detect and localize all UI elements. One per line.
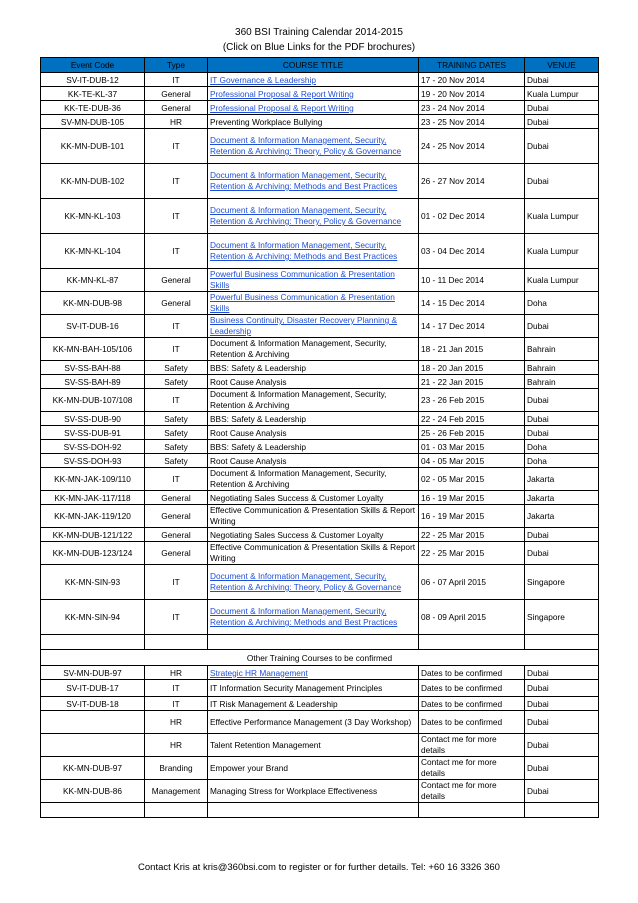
- training-dates-cell: 25 - 26 Feb 2015: [419, 426, 525, 440]
- contact-footer: Contact Kris at kris@360bsi.com to register or for further details. Tel: +60 16 3326 360: [138, 862, 500, 873]
- course-title-cell: [208, 101, 419, 115]
- venue-cell: Dubai: [525, 115, 599, 129]
- type-cell: General: [145, 292, 208, 315]
- event-code-cell: KK-MN-JAK-119/120: [41, 505, 145, 528]
- event-code-cell: KK-MN-DUB-102: [41, 164, 145, 199]
- event-code-cell: KK-MN-KL-103: [41, 199, 145, 234]
- type-cell: IT: [145, 389, 208, 412]
- training-dates-cell: 14 - 17 Dec 2014: [419, 315, 525, 338]
- type-cell: IT: [145, 565, 208, 600]
- table-row: [41, 87, 599, 101]
- event-code-cell: SV-MN-DUB-105: [41, 115, 145, 129]
- event-code-cell: [41, 734, 145, 757]
- type-cell: General: [145, 87, 208, 101]
- course-brochure-link[interactable]: Strategic HR Management: [210, 667, 308, 678]
- course-title-cell: [208, 87, 419, 101]
- event-code-cell: KK-MN-DUB-121/122: [41, 528, 145, 542]
- training-dates-cell: 01 - 03 Mar 2015: [419, 440, 525, 454]
- venue-cell: Jakarta: [525, 491, 599, 505]
- course-title-cell: Preventing Workplace Bullying: [208, 115, 419, 129]
- blank-cell: [41, 635, 145, 650]
- table-row: [41, 454, 599, 468]
- type-cell: HR: [145, 711, 208, 734]
- event-code-cell: SV-IT-DUB-16: [41, 315, 145, 338]
- course-title-cell: IT Risk Management & Leadership: [208, 697, 419, 711]
- event-code-cell: SV-IT-DUB-12: [41, 73, 145, 87]
- blank-cell: [525, 635, 599, 650]
- type-cell: IT: [145, 164, 208, 199]
- section-header-row: [41, 650, 599, 666]
- training-dates-cell: 16 - 19 Mar 2015: [419, 505, 525, 528]
- table-row: [41, 389, 599, 412]
- type-cell: IT: [145, 468, 208, 491]
- training-dates-cell: 04 - 05 Mar 2015: [419, 454, 525, 468]
- training-dates-cell: 22 - 25 Mar 2015: [419, 528, 525, 542]
- table-row: [41, 565, 599, 600]
- course-brochure-link[interactable]: Document & Information Management, Security, Retention & Archiving: Methods and Best Practices: [210, 240, 398, 261]
- table-row: [41, 315, 599, 338]
- blank-cell: [145, 635, 208, 650]
- table-row: [41, 269, 599, 292]
- training-dates-cell: Dates to be confirmed: [419, 711, 525, 734]
- venue-cell: Singapore: [525, 565, 599, 600]
- course-title-cell: [208, 164, 419, 199]
- event-code-cell: KK-MN-KL-87: [41, 269, 145, 292]
- venue-cell: Singapore: [525, 600, 599, 635]
- event-code-cell: KK-MN-JAK-109/110: [41, 468, 145, 491]
- event-code-cell: KK-MN-KL-104: [41, 234, 145, 269]
- blank-cell: [208, 635, 419, 650]
- course-brochure-link[interactable]: Document & Information Management, Security, Retention & Archiving: Theory, Policy & Governance: [210, 205, 402, 226]
- table-row: [41, 73, 599, 87]
- table-body: [41, 73, 599, 818]
- course-brochure-link[interactable]: Professional Proposal & Report Writing: [210, 102, 354, 113]
- course-title-cell: [208, 292, 419, 315]
- event-code-cell: KK-TE-DUB-36: [41, 101, 145, 115]
- venue-cell: Dubai: [525, 73, 599, 87]
- course-brochure-link[interactable]: Powerful Business Communication & Presentation Skills: [210, 269, 395, 290]
- table-row: [41, 101, 599, 115]
- venue-cell: Dubai: [525, 315, 599, 338]
- event-code-cell: SV-IT-DUB-18: [41, 697, 145, 711]
- calendar-title: 360 BSI Training Calendar 2014-2015: [235, 27, 403, 38]
- table-row: [41, 666, 599, 680]
- course-brochure-link[interactable]: Powerful Business Communication & Presentation Skills: [210, 292, 395, 313]
- type-cell: General: [145, 101, 208, 115]
- training-dates-cell: 01 - 02 Dec 2014: [419, 199, 525, 234]
- event-code-cell: KK-MN-DUB-107/108: [41, 389, 145, 412]
- training-dates-cell: 23 - 24 Nov 2014: [419, 101, 525, 115]
- course-title-cell: Document & Information Management, Security, Retention & Archiving: [208, 338, 419, 361]
- blank-cell: [419, 803, 525, 818]
- type-cell: General: [145, 542, 208, 565]
- type-cell: HR: [145, 666, 208, 680]
- table-row: [41, 757, 599, 780]
- table-row: [41, 780, 599, 803]
- venue-cell: Jakarta: [525, 468, 599, 491]
- venue-cell: Dubai: [525, 711, 599, 734]
- table-row: [41, 129, 599, 164]
- venue-cell: Dubai: [525, 129, 599, 164]
- course-title-cell: [208, 315, 419, 338]
- event-code-cell: SV-SS-DOH-92: [41, 440, 145, 454]
- training-calendar-table: [40, 57, 599, 818]
- venue-cell: Dubai: [525, 101, 599, 115]
- event-code-cell: KK-MN-DUB-97: [41, 757, 145, 780]
- event-code-cell: KK-MN-DUB-98: [41, 292, 145, 315]
- table-row: [41, 375, 599, 389]
- course-title-cell: Effective Performance Management (3 Day Workshop): [208, 711, 419, 734]
- table-row: [41, 440, 599, 454]
- type-cell: HR: [145, 734, 208, 757]
- training-dates-cell: 16 - 19 Mar 2015: [419, 491, 525, 505]
- venue-cell: Dubai: [525, 164, 599, 199]
- event-code-cell: KK-MN-JAK-117/118: [41, 491, 145, 505]
- course-title-cell: Talent Retention Management: [208, 734, 419, 757]
- event-code-cell: KK-TE-KL-37: [41, 87, 145, 101]
- blank-cell: [419, 635, 525, 650]
- venue-cell: Jakarta: [525, 505, 599, 528]
- course-title-cell: Root Cause Analysis: [208, 454, 419, 468]
- calendar-subtitle: (Click on Blue Links for the PDF brochures): [222, 42, 416, 53]
- type-cell: IT: [145, 73, 208, 87]
- type-cell: IT: [145, 129, 208, 164]
- event-code-cell: KK-MN-DUB-123/124: [41, 542, 145, 565]
- type-cell: Safety: [145, 426, 208, 440]
- training-dates-cell: 22 - 25 Mar 2015: [419, 542, 525, 565]
- training-dates-cell: Dates to be confirmed: [419, 697, 525, 711]
- venue-cell: Doha: [525, 454, 599, 468]
- venue-cell: Dubai: [525, 697, 599, 711]
- table-header-row: [41, 58, 599, 73]
- event-code-cell: SV-SS-DOH-93: [41, 454, 145, 468]
- type-cell: General: [145, 505, 208, 528]
- table-row: [41, 528, 599, 542]
- event-code-cell: SV-SS-BAH-89: [41, 375, 145, 389]
- other-courses-label: Other Training Courses to be confirmed: [41, 650, 599, 666]
- event-code-cell: SV-IT-DUB-17: [41, 680, 145, 697]
- course-title-cell: IT Information Security Management Principles: [208, 680, 419, 697]
- training-dates-cell: 14 - 15 Dec 2014: [419, 292, 525, 315]
- column-header-venue: VENUE: [525, 58, 599, 73]
- training-dates-cell: 24 - 25 Nov 2014: [419, 129, 525, 164]
- calendar-title-block: [0, 25, 638, 55]
- table-row: [41, 468, 599, 491]
- course-title-cell: BBS: Safety & Leadership: [208, 412, 419, 426]
- type-cell: Safety: [145, 454, 208, 468]
- table-row: [41, 115, 599, 129]
- type-cell: IT: [145, 199, 208, 234]
- course-title-cell: [208, 234, 419, 269]
- venue-cell: Kuala Lumpur: [525, 199, 599, 234]
- blank-row: [41, 803, 599, 818]
- venue-cell: Dubai: [525, 680, 599, 697]
- table-row: [41, 491, 599, 505]
- course-title-cell: Effective Communication & Presentation Skills & Report Writing: [208, 542, 419, 565]
- venue-cell: Doha: [525, 292, 599, 315]
- event-code-cell: SV-SS-DUB-90: [41, 412, 145, 426]
- course-brochure-link[interactable]: Professional Proposal & Report Writing: [210, 88, 354, 99]
- training-dates-cell: 10 - 11 Dec 2014: [419, 269, 525, 292]
- type-cell: IT: [145, 680, 208, 697]
- course-title-cell: Document & Information Management, Security, Retention & Archiving: [208, 468, 419, 491]
- table-row: [41, 697, 599, 711]
- training-dates-cell: 18 - 21 Jan 2015: [419, 338, 525, 361]
- table-row: [41, 600, 599, 635]
- training-dates-cell: 26 - 27 Nov 2014: [419, 164, 525, 199]
- table-row: [41, 361, 599, 375]
- type-cell: Safety: [145, 361, 208, 375]
- training-dates-cell: 22 - 24 Feb 2015: [419, 412, 525, 426]
- type-cell: Safety: [145, 440, 208, 454]
- table-row: [41, 426, 599, 440]
- training-dates-cell: 23 - 25 Nov 2014: [419, 115, 525, 129]
- training-dates-cell: 19 - 20 Nov 2014: [419, 87, 525, 101]
- course-title-cell: Root Cause Analysis: [208, 375, 419, 389]
- course-title-cell: BBS: Safety & Leadership: [208, 361, 419, 375]
- type-cell: General: [145, 491, 208, 505]
- event-code-cell: KK-MN-BAH-105/106: [41, 338, 145, 361]
- column-header-training-dates: TRAINING DATES: [419, 58, 525, 73]
- course-title-cell: Empower your Brand: [208, 757, 419, 780]
- table-row: [41, 164, 599, 199]
- course-title-cell: [208, 129, 419, 164]
- event-code-cell: SV-SS-BAH-88: [41, 361, 145, 375]
- table-row: [41, 542, 599, 565]
- type-cell: HR: [145, 115, 208, 129]
- blank-cell: [145, 803, 208, 818]
- course-title-cell: BBS: Safety & Leadership: [208, 440, 419, 454]
- training-dates-cell: 17 - 20 Nov 2014: [419, 73, 525, 87]
- type-cell: Branding: [145, 757, 208, 780]
- training-dates-cell: 21 - 22 Jan 2015: [419, 375, 525, 389]
- blank-cell: [525, 803, 599, 818]
- venue-cell: Bahrain: [525, 338, 599, 361]
- venue-cell: Dubai: [525, 528, 599, 542]
- training-dates-cell: 18 - 20 Jan 2015: [419, 361, 525, 375]
- course-title-cell: [208, 565, 419, 600]
- event-code-cell: SV-SS-DUB-91: [41, 426, 145, 440]
- type-cell: IT: [145, 338, 208, 361]
- venue-cell: Dubai: [525, 542, 599, 565]
- venue-cell: Dubai: [525, 757, 599, 780]
- training-dates-cell: Dates to be confirmed: [419, 666, 525, 680]
- venue-cell: Dubai: [525, 666, 599, 680]
- type-cell: IT: [145, 600, 208, 635]
- course-title-cell: Negotiating Sales Success & Customer Loyalty: [208, 528, 419, 542]
- training-dates-cell: Contact me for more details: [419, 780, 525, 803]
- venue-cell: Kuala Lumpur: [525, 269, 599, 292]
- course-brochure-link[interactable]: Document & Information Management, Security, Retention & Archiving: Methods and Best Practices: [210, 170, 398, 191]
- venue-cell: Kuala Lumpur: [525, 87, 599, 101]
- type-cell: Safety: [145, 412, 208, 426]
- table-row: [41, 505, 599, 528]
- table-row: [41, 412, 599, 426]
- course-brochure-link[interactable]: Document & Information Management, Security, Retention & Archiving: Theory, Policy & Governance: [210, 135, 402, 156]
- venue-cell: Dubai: [525, 780, 599, 803]
- table-row: [41, 734, 599, 757]
- event-code-cell: SV-MN-DUB-97: [41, 666, 145, 680]
- course-brochure-link[interactable]: Document & Information Management, Security, Retention & Archiving: Theory, Policy & Governance: [210, 571, 402, 592]
- training-dates-cell: 23 - 26 Feb 2015: [419, 389, 525, 412]
- event-code-cell: KK-MN-DUB-86: [41, 780, 145, 803]
- table-row: [41, 292, 599, 315]
- table-row: [41, 234, 599, 269]
- venue-cell: Dubai: [525, 734, 599, 757]
- table-row: [41, 338, 599, 361]
- type-cell: General: [145, 528, 208, 542]
- venue-cell: Kuala Lumpur: [525, 234, 599, 269]
- table-row: [41, 680, 599, 697]
- event-code-cell: KK-MN-DUB-101: [41, 129, 145, 164]
- training-dates-cell: 06 - 07 April 2015: [419, 565, 525, 600]
- venue-cell: Dubai: [525, 426, 599, 440]
- course-title-cell: Negotiating Sales Success & Customer Loyalty: [208, 491, 419, 505]
- course-title-cell: [208, 199, 419, 234]
- venue-cell: Bahrain: [525, 375, 599, 389]
- blank-cell: [41, 803, 145, 818]
- course-title-cell: Effective Communication & Presentation Skills & Report Writing: [208, 505, 419, 528]
- venue-cell: Bahrain: [525, 361, 599, 375]
- training-dates-cell: 03 - 04 Dec 2014: [419, 234, 525, 269]
- type-cell: IT: [145, 315, 208, 338]
- course-title-cell: Document & Information Management, Security, Retention & Archiving: [208, 389, 419, 412]
- event-code-cell: KK-MN-SIN-93: [41, 565, 145, 600]
- event-code-cell: [41, 711, 145, 734]
- training-dates-cell: 02 - 05 Mar 2015: [419, 468, 525, 491]
- training-dates-cell: Contact me for more details: [419, 757, 525, 780]
- course-brochure-link[interactable]: IT Governance & Leadership: [210, 74, 316, 85]
- venue-cell: Doha: [525, 440, 599, 454]
- type-cell: IT: [145, 234, 208, 269]
- course-title-cell: Managing Stress for Workplace Effectiveness: [208, 780, 419, 803]
- course-title-cell: [208, 269, 419, 292]
- course-brochure-link[interactable]: Document & Information Management, Security, Retention & Archiving: Methods and Best Practices: [210, 606, 398, 627]
- venue-cell: Dubai: [525, 412, 599, 426]
- column-header-event-code: Event Code: [41, 58, 145, 73]
- course-title-cell: Root Cause Analysis: [208, 426, 419, 440]
- blank-cell: [208, 803, 419, 818]
- training-dates-cell: 08 - 09 April 2015: [419, 600, 525, 635]
- type-cell: Management: [145, 780, 208, 803]
- column-header-course-title: COURSE TITLE: [208, 58, 419, 73]
- training-dates-cell: Contact me for more details: [419, 734, 525, 757]
- course-title-cell: [208, 666, 419, 680]
- blank-row: [41, 635, 599, 650]
- type-cell: IT: [145, 697, 208, 711]
- type-cell: General: [145, 269, 208, 292]
- training-dates-cell: Dates to be confirmed: [419, 680, 525, 697]
- event-code-cell: KK-MN-SIN-94: [41, 600, 145, 635]
- venue-cell: Dubai: [525, 389, 599, 412]
- course-title-cell: [208, 73, 419, 87]
- type-cell: Safety: [145, 375, 208, 389]
- course-title-cell: [208, 600, 419, 635]
- column-header-type: Type: [145, 58, 208, 73]
- table-row: [41, 711, 599, 734]
- course-brochure-link[interactable]: Business Continuity, Disaster Recovery Planning & Leadership: [210, 315, 398, 336]
- table-row: [41, 199, 599, 234]
